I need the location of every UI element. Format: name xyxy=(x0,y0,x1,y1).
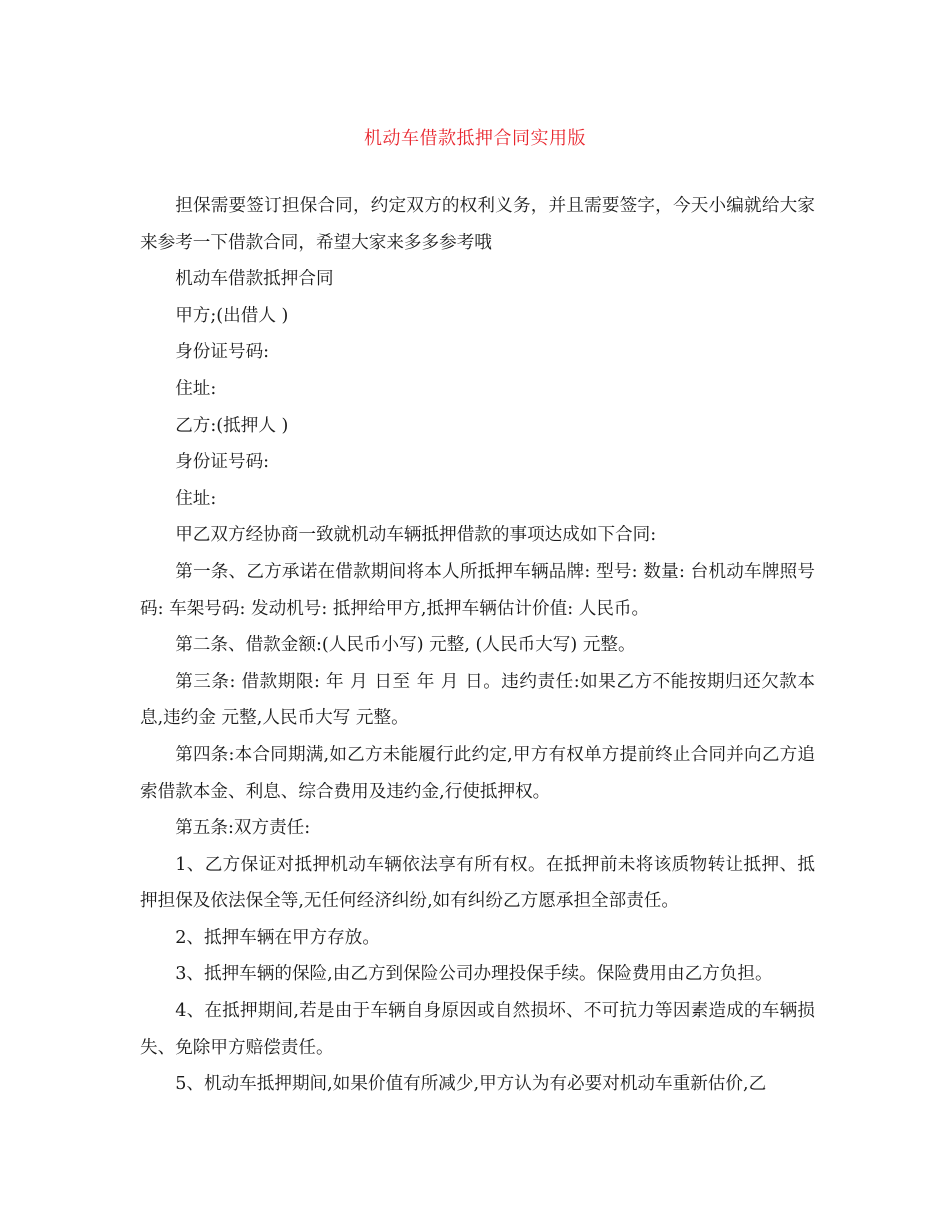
paragraph-party-a: 甲方;(出借人 ) xyxy=(175,305,289,326)
paragraph-party-a-address: 住址: xyxy=(175,378,217,399)
paragraph-item-3: 3、抵押车辆的保险,由乙方到保险公司办理投保手续。保险费用由乙方负担。 xyxy=(175,964,773,985)
paragraph-intro: 担保需要签订担保合同，约定双方的权利义务，并且需要签字，今天小编就给大家来参考一下借款合同，希望大家来多多参考哦 xyxy=(140,196,815,253)
paragraph-article-5: 第五条:双方责任: xyxy=(175,818,311,839)
paragraph-party-b-id: 身份证号码: xyxy=(175,452,270,473)
paragraph-article-2: 第二条、借款金额:(人民币小写) 元整, (人民币大写) 元整。 xyxy=(175,635,636,656)
paragraph-article-1: 第一条、乙方承诺在借款期间将本人所抵押车辆品牌: 型号: 数量: 台机动车牌照号码: 车架号码: 发动机号: 抵押给甲方,抵押车辆估计价值: 人民币。 xyxy=(140,561,815,619)
paragraph-party-a-id: 身份证号码: xyxy=(175,342,270,363)
paragraph-item-1: 1、乙方保证对抵押机动车辆依法享有所有权。在抵押前未将该质物转让抵押、抵押担保及依法保全等,无任何经济纠纷,如有纠纷乙方愿承担全部责任。 xyxy=(140,854,815,912)
paragraph-party-b: 乙方:(抵押人 ) xyxy=(175,415,289,436)
paragraph-agreement: 甲乙双方经协商一致就机动车辆抵押借款的事项达成如下合同: xyxy=(175,525,657,546)
paragraph-article-4: 第四条:本合同期满,如乙方未能履行此约定,甲方有权单方提前终止合同并向乙方追索借款本金、利息、综合费用及违约金,行使抵押权。 xyxy=(140,744,815,802)
paragraph-article-3: 第三条: 借款期限: 年 月 日至 年 月 日。违约责任:如果乙方不能按期归还欠款本息,违约金 元整,人民币大写 元整。 xyxy=(140,671,815,729)
paragraph-item-5: 5、机动车抵押期间,如果价值有所减少,甲方认为有必要对机动车重新估价,乙 xyxy=(175,1074,767,1095)
paragraph-contract-heading: 机动车借款抵押合同 xyxy=(175,269,334,290)
paragraph-item-4: 4、在抵押期间,若是由于车辆自身原因或自然损坏、不可抗力等因素造成的车辆损失、免除甲方赔偿责任。 xyxy=(140,1001,815,1058)
document-title: 机动车借款抵押合同实用版 xyxy=(364,128,586,149)
paragraph-item-2: 2、抵押车辆在甲方存放。 xyxy=(175,927,380,948)
document-body xyxy=(140,188,815,1103)
paragraph-party-b-address: 住址: xyxy=(175,488,217,509)
